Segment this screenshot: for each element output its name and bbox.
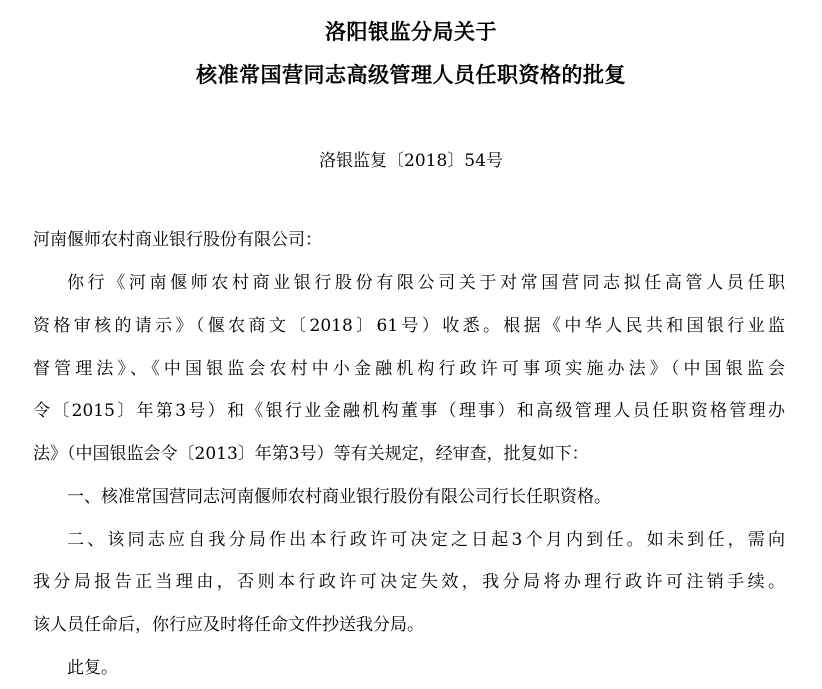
paragraph-1-line-4: 令〔2015〕年第3号）和《银行业金融机构董事（理事）和高级管理人员任职资格管理办 [33, 401, 785, 421]
document-title-line-2: 核准常国营同志高级管理人员任职资格的批复 [196, 63, 626, 87]
document-title-line-1: 洛阳银监分局关于 [325, 20, 497, 44]
recipient: 河南偃师农村商业银行股份有限公司： [33, 230, 322, 250]
paragraph-1-line-5: 法》（中国银监会令〔2013〕年第3号）等有关规定，经审查，批复如下： [33, 444, 589, 464]
approval-item-2-line-1: 二、该同志应自我分局作出本行政许可决定之日起3个月内到任。如未到任，需向 [67, 530, 785, 550]
approval-item-2-line-3: 该人员任命后，你行应及时将任命文件抄送我分局。 [33, 615, 424, 635]
approval-item-2-line-2: 我分局报告正当理由，否则本行政许可决定失效，我分局将办理行政许可注销手续。 [33, 572, 785, 592]
paragraph-1-line-2: 资格审核的请示》（偃农商文〔2018〕61号）收悉。根据《中华人民共和国银行业监 [33, 316, 785, 336]
paragraph-1-line-1: 你行《河南偃师农村商业银行股份有限公司关于对常国营同志拟任高管人员任职 [67, 273, 785, 293]
closing-remark: 此复。 [67, 658, 118, 678]
paragraph-1-line-3: 督管理法》、《中国银监会农村中小金融机构行政许可事项实施办法》（中国银监会 [33, 359, 785, 379]
approval-item-1: 一、核准常国营同志河南偃师农村商业银行股份有限公司行长任职资格。 [67, 487, 611, 507]
document-number: 洛银监复〔2018〕54号 [319, 151, 503, 171]
